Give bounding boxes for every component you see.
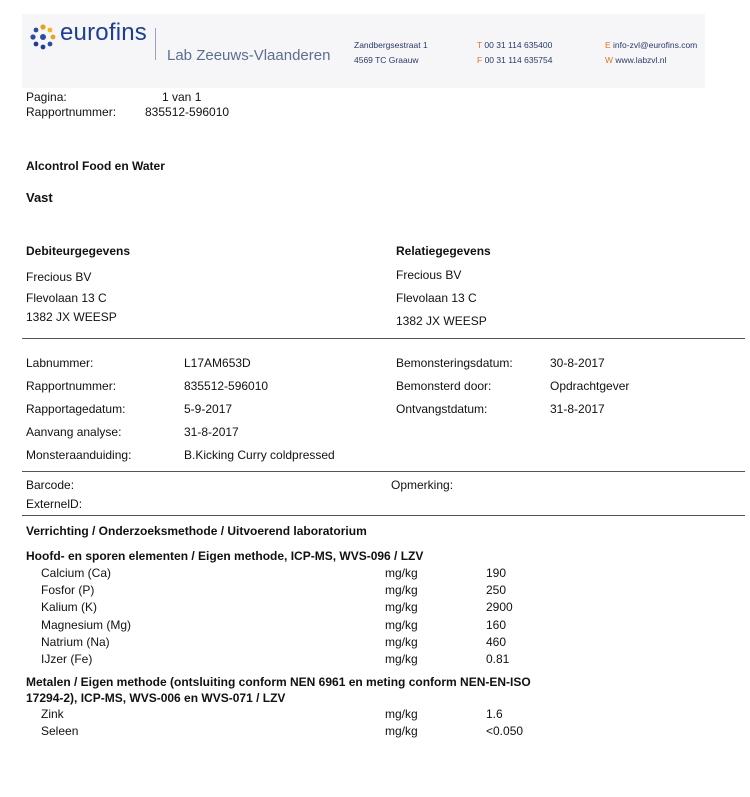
result-unit: mg/kg: [385, 724, 418, 738]
sample-rapportnummer-value: 835512-596010: [184, 379, 269, 393]
result-unit: mg/kg: [385, 566, 418, 580]
result-unit: mg/kg: [385, 634, 418, 649]
result-value: 2900: [486, 600, 513, 615]
result-value: 250: [486, 583, 507, 598]
result-unit: mg/kg: [385, 652, 418, 666]
eurofins-logo-icon: [30, 24, 56, 50]
result-unit: mg/kg: [385, 617, 418, 632]
rapportagedatum-value: 5-9-2017: [184, 402, 233, 416]
barcode-label: Barcode:: [26, 478, 75, 492]
fax-prefix: F: [477, 55, 483, 65]
phone-line: [477, 40, 552, 50]
result-name: Fosfor (P): [41, 583, 95, 598]
category-title: Vast: [26, 190, 53, 205]
relatie-heading: Relatiegegevens: [396, 244, 491, 258]
monster-value: B.Kicking Curry coldpressed: [184, 448, 335, 462]
bemonsterd-door-value: Opdrachtgever: [550, 379, 630, 393]
web-line: [605, 55, 666, 65]
rapportnummer-value: 835512-596010: [145, 105, 230, 119]
web-link[interactable]: www.labzvl.nl: [615, 55, 667, 65]
result-name: Zink: [41, 707, 64, 721]
rapportagedatum-label: Rapportagedatum:: [26, 402, 126, 416]
email-prefix: E: [605, 40, 611, 50]
phone-prefix: T: [477, 40, 483, 50]
company-title: Alcontrol Food en Water: [26, 159, 165, 173]
bemonsterd-door-label: Bemonsterd door:: [396, 379, 492, 393]
debiteur-heading: Debiteurgegevens: [26, 244, 131, 258]
address-line1: Zandbergsestraat 1: [354, 40, 428, 50]
relatie-street: Flevolaan 13 C: [396, 291, 477, 305]
pagina-value: 1 van 1: [162, 90, 202, 104]
phone-number: 00 31 114 635400: [484, 40, 553, 50]
divider: [22, 515, 745, 516]
result-unit: mg/kg: [385, 583, 418, 598]
opmerking-label: Opmerking:: [391, 478, 454, 492]
debiteur-street: Flevolaan 13 C: [26, 291, 107, 305]
monster-label: Monsteraanduiding:: [26, 448, 132, 462]
section2-title-line2: 17294-2), ICP-MS, WVS-006 en WVS-071 / LZV: [26, 691, 286, 705]
externeid-label: ExternelD:: [26, 497, 83, 511]
result-value: 0.81: [486, 652, 510, 666]
rapportnummer-label: Rapportnummer:: [26, 105, 117, 119]
results-heading: Verrichting / Onderzoeksmethode / Uitvoerend laboratorium: [26, 524, 367, 538]
result-value: 1.6: [486, 707, 503, 721]
result-value: 190: [486, 566, 507, 580]
divider: [22, 338, 745, 339]
relatie-city: 1382 JX WEESP: [396, 314, 487, 328]
result-unit: mg/kg: [385, 707, 418, 721]
section2-title-line1: Metalen / Eigen methode (ontsluiting conform NEN 6961 en meting conform NEN-EN-ISO: [26, 675, 531, 689]
header-divider: [155, 28, 156, 60]
email-line: [605, 40, 697, 50]
result-name: IJzer (Fe): [41, 652, 93, 666]
result-value: 460: [486, 634, 507, 649]
aanvang-label: Aanvang analyse:: [26, 425, 122, 439]
fax-number: 00 31 114 635754: [484, 55, 553, 65]
ontvangstdatum-value: 31-8-2017: [550, 402, 605, 416]
result-value: 160: [486, 617, 507, 632]
sample-rapportnummer-label: Rapportnummer:: [26, 379, 117, 393]
result-value: <0.050: [486, 724, 524, 738]
result-name: Magnesium (Mg): [41, 617, 132, 632]
labnummer-label: Labnummer:: [26, 356, 94, 370]
bemonsteringsdatum-label: Bemonsteringsdatum:: [396, 356, 513, 370]
email-link[interactable]: info-zvl@eurofins.com: [613, 40, 698, 50]
debiteur-city: 1382 JX WEESP: [26, 310, 117, 324]
result-name: Seleen: [41, 724, 79, 738]
pagina-label: Pagina:: [26, 90, 67, 104]
result-name: Kalium (K): [41, 600, 98, 615]
bemonsteringsdatum-value: 30-8-2017: [550, 356, 605, 370]
debiteur-name: Frecious BV: [26, 270, 92, 284]
lab-name: Lab Zeeuws-Vlaanderen: [167, 47, 331, 64]
web-prefix: W: [605, 55, 614, 65]
brand-wordmark: eurofins: [60, 19, 147, 46]
address-line2: 4569 TC Graauw: [354, 55, 419, 65]
relatie-name: Frecious BV: [396, 268, 462, 282]
fax-line: [477, 55, 553, 65]
result-name: Calcium (Ca): [41, 566, 112, 580]
result-unit: mg/kg: [385, 600, 418, 615]
ontvangstdatum-label: Ontvangstdatum:: [396, 402, 488, 416]
result-name: Natrium (Na): [41, 634, 110, 649]
divider: [22, 471, 745, 472]
aanvang-value: 31-8-2017: [184, 425, 239, 439]
section1-title: Hoofd- en sporen elementen / Eigen methode, ICP-MS, WVS-096 / LZV: [26, 549, 424, 563]
labnummer-value: L17AM653D: [184, 356, 251, 370]
